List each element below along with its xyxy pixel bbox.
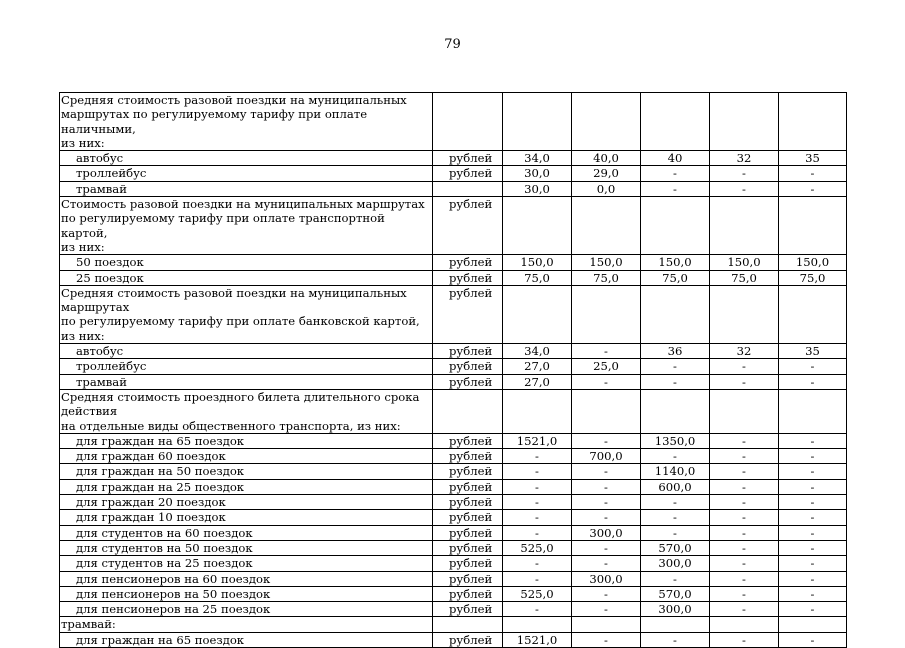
value-cell: - (710, 449, 779, 464)
value-cell: - (572, 344, 641, 359)
value-cell: 40 (641, 151, 710, 166)
row-description (60, 285, 433, 343)
table-row (60, 197, 847, 255)
row-description (60, 93, 433, 151)
value-cell (710, 617, 779, 632)
value-cell: - (503, 449, 572, 464)
value-cell: - (503, 464, 572, 479)
table-row (60, 464, 847, 479)
value-cell (641, 617, 710, 632)
table-row (60, 586, 847, 601)
value-cell (641, 197, 710, 255)
value-cell: 1521,0 (503, 433, 572, 448)
unit-cell: рублей (433, 449, 503, 464)
table-row (60, 344, 847, 359)
unit-cell: рублей (433, 151, 503, 166)
row-description (60, 479, 433, 494)
unit-cell (433, 181, 503, 196)
value-cell: 570,0 (641, 540, 710, 555)
value-cell: 75,0 (572, 270, 641, 285)
value-cell: - (572, 495, 641, 510)
value-cell: - (710, 464, 779, 479)
description-line: трамвай (76, 374, 127, 389)
value-cell (572, 93, 641, 151)
description-line: по регулируемому тарифу при оплате транспортной картой, (61, 211, 385, 240)
value-cell: 30,0 (503, 181, 572, 196)
value-cell: - (779, 586, 847, 601)
value-cell (572, 285, 641, 343)
value-cell: 34,0 (503, 344, 572, 359)
description-line: Средняя стоимость разовой поездки на муниципальных маршрутах (61, 285, 407, 315)
value-cell: - (710, 571, 779, 586)
value-cell (503, 617, 572, 632)
table-row (60, 270, 847, 285)
value-cell: 1140,0 (641, 464, 710, 479)
value-cell: - (779, 525, 847, 540)
value-cell: - (779, 540, 847, 555)
row-description (60, 540, 433, 555)
value-cell: - (710, 632, 779, 647)
value-cell: - (503, 556, 572, 571)
value-cell: - (503, 571, 572, 586)
table-row (60, 433, 847, 448)
value-cell (779, 285, 847, 343)
value-cell: - (503, 479, 572, 494)
value-cell (641, 389, 710, 433)
description-line: для пенсионеров на 60 поездок (76, 571, 271, 586)
value-cell: 1350,0 (641, 433, 710, 448)
value-cell: - (779, 632, 847, 647)
value-cell: - (779, 602, 847, 617)
unit-cell: рублей (433, 197, 503, 255)
value-cell: 150,0 (779, 255, 847, 270)
description-line: для граждан 60 поездок (76, 449, 226, 464)
unit-cell: рублей (433, 464, 503, 479)
value-cell: 40,0 (572, 151, 641, 166)
value-cell: - (572, 510, 641, 525)
description-line: Средняя стоимость проездного билета длительного срока действия (61, 389, 420, 419)
value-cell (503, 285, 572, 343)
description-line: трамвай: (61, 617, 116, 632)
value-cell: 150,0 (503, 255, 572, 270)
row-description (60, 464, 433, 479)
description-line: для граждан 20 поездок (76, 495, 226, 510)
description-line: для пенсионеров на 25 поездок (76, 602, 271, 617)
row-description (60, 571, 433, 586)
value-cell: 34,0 (503, 151, 572, 166)
unit-cell: рублей (433, 602, 503, 617)
value-cell: 525,0 (503, 586, 572, 601)
table-row (60, 495, 847, 510)
value-cell: - (641, 525, 710, 540)
row-description (60, 255, 433, 270)
table-row (60, 151, 847, 166)
value-cell: - (710, 374, 779, 389)
unit-cell: рублей (433, 433, 503, 448)
fares-table (59, 92, 847, 648)
value-cell (710, 389, 779, 433)
value-cell (572, 617, 641, 632)
value-cell: - (710, 602, 779, 617)
value-cell: - (503, 602, 572, 617)
value-cell: - (779, 181, 847, 196)
value-cell: - (710, 495, 779, 510)
value-cell: - (641, 359, 710, 374)
value-cell: 150,0 (641, 255, 710, 270)
value-cell: - (641, 181, 710, 196)
value-cell: - (503, 510, 572, 525)
value-cell: - (641, 632, 710, 647)
description-line: 25 поездок (76, 270, 144, 285)
value-cell: - (779, 433, 847, 448)
value-cell: - (710, 359, 779, 374)
description-line: трамвай (76, 181, 127, 196)
row-description (60, 389, 433, 433)
table-row (60, 93, 847, 151)
description-line: для граждан на 65 поездок (76, 632, 245, 647)
value-cell: 35 (779, 344, 847, 359)
value-cell: - (779, 571, 847, 586)
value-cell: - (641, 510, 710, 525)
table-row (60, 540, 847, 555)
value-cell: - (710, 479, 779, 494)
value-cell: 525,0 (503, 540, 572, 555)
table-row (60, 389, 847, 433)
row-description (60, 166, 433, 181)
row-description (60, 495, 433, 510)
description-line: автобус (76, 151, 124, 166)
value-cell (779, 389, 847, 433)
value-cell: - (572, 586, 641, 601)
value-cell: 35 (779, 151, 847, 166)
value-cell: 1521,0 (503, 632, 572, 647)
table-row (60, 285, 847, 343)
unit-cell (433, 617, 503, 632)
value-cell (572, 197, 641, 255)
value-cell (710, 93, 779, 151)
table-row (60, 449, 847, 464)
unit-cell (433, 93, 503, 151)
description-line: для студентов на 60 поездок (76, 525, 253, 540)
description-line: для студентов на 50 поездок (76, 540, 253, 555)
value-cell: - (779, 510, 847, 525)
value-cell: - (572, 433, 641, 448)
value-cell (503, 389, 572, 433)
description-line: из них: (61, 135, 105, 150)
value-cell: - (641, 166, 710, 181)
table-row (60, 359, 847, 374)
unit-cell: рублей (433, 495, 503, 510)
description-line: для граждан 10 поездок (76, 510, 226, 525)
value-cell: 29,0 (572, 166, 641, 181)
value-cell: - (572, 602, 641, 617)
value-cell: 30,0 (503, 166, 572, 181)
description-line: маршрутах по регулируемому тарифу при оплате наличными, (61, 107, 368, 136)
unit-cell: рублей (433, 374, 503, 389)
value-cell (572, 389, 641, 433)
row-description (60, 359, 433, 374)
unit-cell: рублей (433, 525, 503, 540)
row-description (60, 525, 433, 540)
value-cell: - (710, 525, 779, 540)
value-cell (641, 285, 710, 343)
value-cell: 27,0 (503, 374, 572, 389)
value-cell: 700,0 (572, 449, 641, 464)
value-cell: 300,0 (572, 571, 641, 586)
value-cell: - (779, 166, 847, 181)
table-row (60, 255, 847, 270)
row-description (60, 344, 433, 359)
value-cell: - (641, 495, 710, 510)
value-cell: 32 (710, 151, 779, 166)
unit-cell (433, 389, 503, 433)
table-row (60, 571, 847, 586)
value-cell: 300,0 (641, 556, 710, 571)
row-description (60, 617, 433, 632)
description-line: на отдельные виды общественного транспорта, из них: (61, 418, 401, 433)
value-cell: 75,0 (503, 270, 572, 285)
fares-table-body (60, 93, 847, 648)
table-row (60, 602, 847, 617)
value-cell: - (710, 433, 779, 448)
value-cell: - (779, 556, 847, 571)
description-line: для граждан на 65 поездок (76, 433, 245, 448)
value-cell: - (710, 556, 779, 571)
value-cell (503, 93, 572, 151)
row-description (60, 433, 433, 448)
description-line: троллейбус (76, 166, 147, 181)
value-cell (710, 285, 779, 343)
table-row (60, 617, 847, 632)
unit-cell: рублей (433, 344, 503, 359)
row-description (60, 602, 433, 617)
description-line: 50 поездок (76, 255, 144, 270)
description-line: Стоимость разовой поездки на муниципальных маршрутах (61, 197, 425, 212)
value-cell: - (710, 540, 779, 555)
value-cell: - (641, 571, 710, 586)
value-cell: 0,0 (572, 181, 641, 196)
description-line: троллейбус (76, 359, 147, 374)
value-cell: 27,0 (503, 359, 572, 374)
value-cell: - (572, 556, 641, 571)
description-line: по регулируемому тарифу при оплате банковской картой, из них: (61, 314, 420, 343)
unit-cell: рублей (433, 632, 503, 647)
table-row (60, 181, 847, 196)
value-cell: 25,0 (572, 359, 641, 374)
value-cell: 600,0 (641, 479, 710, 494)
value-cell: - (572, 540, 641, 555)
value-cell: - (779, 374, 847, 389)
description-line: из них: (61, 239, 105, 254)
value-cell: 300,0 (572, 525, 641, 540)
table-row (60, 510, 847, 525)
value-cell: 300,0 (641, 602, 710, 617)
value-cell: 32 (710, 344, 779, 359)
value-cell: 75,0 (779, 270, 847, 285)
unit-cell: рублей (433, 479, 503, 494)
table-row (60, 525, 847, 540)
value-cell: 150,0 (710, 255, 779, 270)
row-description (60, 181, 433, 196)
unit-cell: рублей (433, 285, 503, 343)
value-cell: - (503, 525, 572, 540)
unit-cell: рублей (433, 556, 503, 571)
value-cell: - (572, 479, 641, 494)
table-row (60, 479, 847, 494)
value-cell: 570,0 (641, 586, 710, 601)
value-cell (503, 197, 572, 255)
row-description (60, 449, 433, 464)
unit-cell: рублей (433, 571, 503, 586)
row-description (60, 556, 433, 571)
row-description (60, 586, 433, 601)
row-description (60, 374, 433, 389)
value-cell: - (779, 449, 847, 464)
value-cell (779, 617, 847, 632)
value-cell (779, 93, 847, 151)
value-cell: - (779, 495, 847, 510)
table-row (60, 374, 847, 389)
unit-cell: рублей (433, 255, 503, 270)
unit-cell: рублей (433, 270, 503, 285)
value-cell: - (779, 464, 847, 479)
row-description (60, 151, 433, 166)
value-cell: - (503, 495, 572, 510)
value-cell: 150,0 (572, 255, 641, 270)
value-cell: 75,0 (641, 270, 710, 285)
row-description (60, 510, 433, 525)
value-cell: - (641, 449, 710, 464)
description-line: Средняя стоимость разовой поездки на муниципальных (61, 93, 407, 107)
value-cell: - (710, 586, 779, 601)
value-cell: 36 (641, 344, 710, 359)
value-cell: - (710, 510, 779, 525)
unit-cell: рублей (433, 359, 503, 374)
value-cell: - (779, 479, 847, 494)
unit-cell: рублей (433, 510, 503, 525)
value-cell (641, 93, 710, 151)
unit-cell: рублей (433, 586, 503, 601)
value-cell (710, 197, 779, 255)
description-line: для студентов на 25 поездок (76, 556, 253, 571)
value-cell: - (572, 464, 641, 479)
description-line: для граждан на 50 поездок (76, 464, 245, 479)
value-cell: - (641, 374, 710, 389)
description-line: для пенсионеров на 50 поездок (76, 586, 271, 601)
page-number: 79 (444, 37, 461, 52)
value-cell: - (572, 632, 641, 647)
table-row (60, 556, 847, 571)
row-description (60, 270, 433, 285)
unit-cell: рублей (433, 540, 503, 555)
description-line: для граждан на 25 поездок (76, 479, 245, 494)
description-line: автобус (76, 344, 124, 359)
table-row (60, 166, 847, 181)
value-cell: 75,0 (710, 270, 779, 285)
unit-cell: рублей (433, 166, 503, 181)
value-cell: - (710, 166, 779, 181)
value-cell: - (710, 181, 779, 196)
row-description (60, 197, 433, 255)
value-cell: - (572, 374, 641, 389)
value-cell (779, 197, 847, 255)
value-cell: - (779, 359, 847, 374)
